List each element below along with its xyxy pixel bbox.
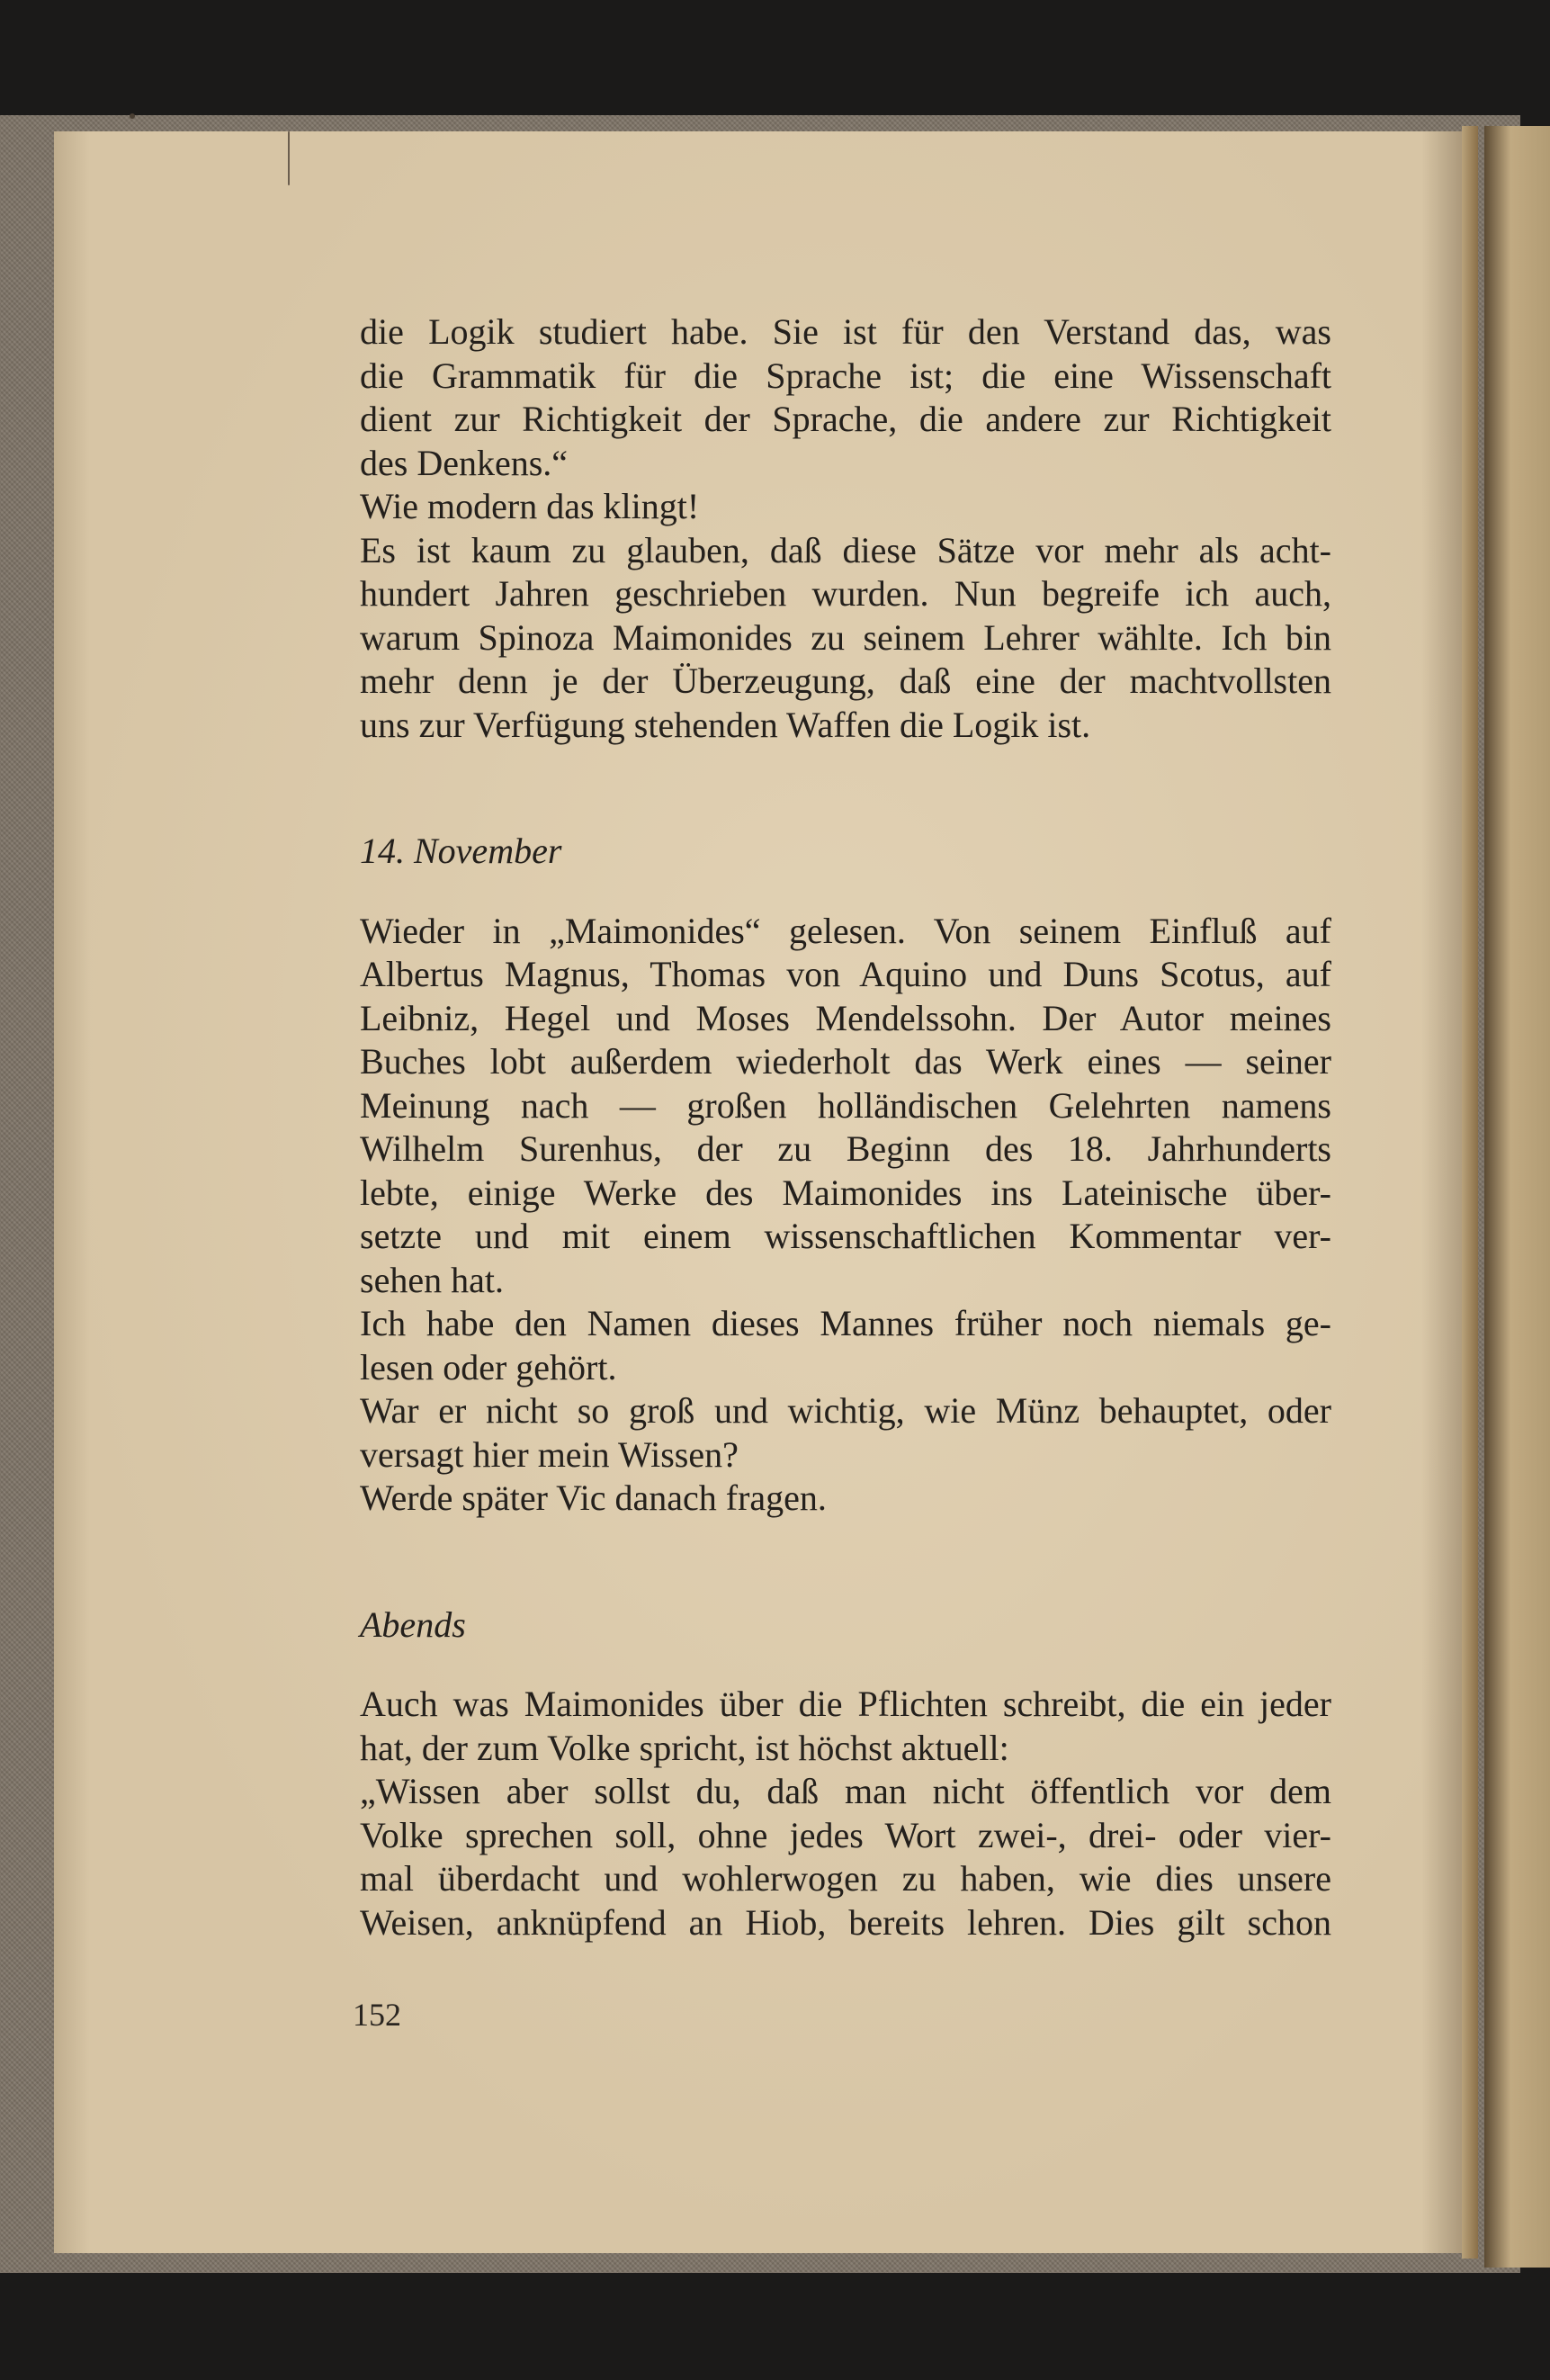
section-heading-abends: Abends [360,1603,466,1645]
paragraph-maimonides [360,910,1331,1521]
text-line: sehen hat. [360,1259,504,1300]
text-line: Meinung nach — großen holländischen Gelehrten namens [360,1084,1331,1126]
paragraph-pflichten [360,1683,1331,1944]
text-line: Werde später Vic danach fragen. [360,1477,827,1518]
text-line: „Wissen aber sollst du, daß man nicht öffentlich vor dem [360,1771,1331,1811]
text-line: hundert Jahren geschrieben wurden. Nun begreife ich auch, [360,573,1331,614]
text-line: die Grammatik für die Sprache ist; die eine Wissenschaft [360,355,1331,396]
text-line: Ich habe den Namen dieses Mannes früher noch niemals ge- [360,1303,1331,1343]
paragraph-logik [360,310,1331,747]
text-line: dient zur Richtigkeit der Sprache, die andere zur Richtigkeit [360,399,1331,439]
text-line: warum Spinoza Maimonides zu seinem Lehrer wählte. Ich bin [360,616,1331,658]
page-number: 152 [353,1997,401,2033]
paper-mark [288,131,290,185]
text-line: uns zur Verfügung stehenden Waffen die Logik ist. [360,704,1091,745]
text-line: Buches lobt außerdem wiederholt das Werk eines — seiner [360,1041,1331,1082]
text-line: des Denkens.“ [360,442,569,483]
text-line: Es ist kaum zu glauben, daß diese Sätze vor mehr als acht- [360,529,1331,570]
text-line: Albertus Magnus, Thomas von Aquino und Duns Scotus, auf [360,954,1331,994]
text-line: lebte, einige Werke des Maimonides ins Lateinische über- [360,1172,1331,1213]
text-line: War er nicht so groß und wichtig, wie Münz behauptet, oder [360,1390,1331,1431]
text-line: lesen oder gehört. [360,1346,617,1388]
text-line: mehr denn je der Überzeugung, daß eine der machtvollsten [360,660,1331,701]
text-line: Wie modern das klingt! [360,486,700,526]
text-line: die Logik studiert habe. Sie ist für den Verstand das, was [360,311,1331,352]
facing-page-edge [1484,126,1550,2268]
text-line: Auch was Maimonides über die Pflichten schreibt, die ein jeder [360,1684,1331,1724]
section-heading-date: 14. November [360,831,562,871]
text-line: Leibniz, Hegel und Moses Mendelssohn. Der Autor meines [360,997,1331,1038]
text-line: Weisen, anknüpfend an Hiob, bereits lehren. Dies gilt schon [360,1901,1331,1943]
text-line: Volke sprechen soll, ohne jedes Wort zwei-, drei- oder vier- [360,1814,1331,1855]
text-line: setzte und mit einem wissenschaftlichen Kommentar ver- [360,1216,1331,1256]
text-line: versagt hier mein Wissen? [360,1433,739,1475]
page-edge [1462,126,1478,2259]
text-line: Wilhelm Surenhus, der zu Beginn des 18. Jahrhunderts [360,1128,1331,1169]
text-line: Wieder in „Maimonides“ gelesen. Von seinem Einfluß auf [360,910,1331,951]
page-text [360,310,1331,1944]
text-line: mal überdacht und wohlerwogen zu haben, wie dies unsere [360,1858,1331,1899]
text-line: hat, der zum Volke spricht, ist höchst aktuell: [360,1727,1009,1768]
paper-speck [130,113,135,119]
